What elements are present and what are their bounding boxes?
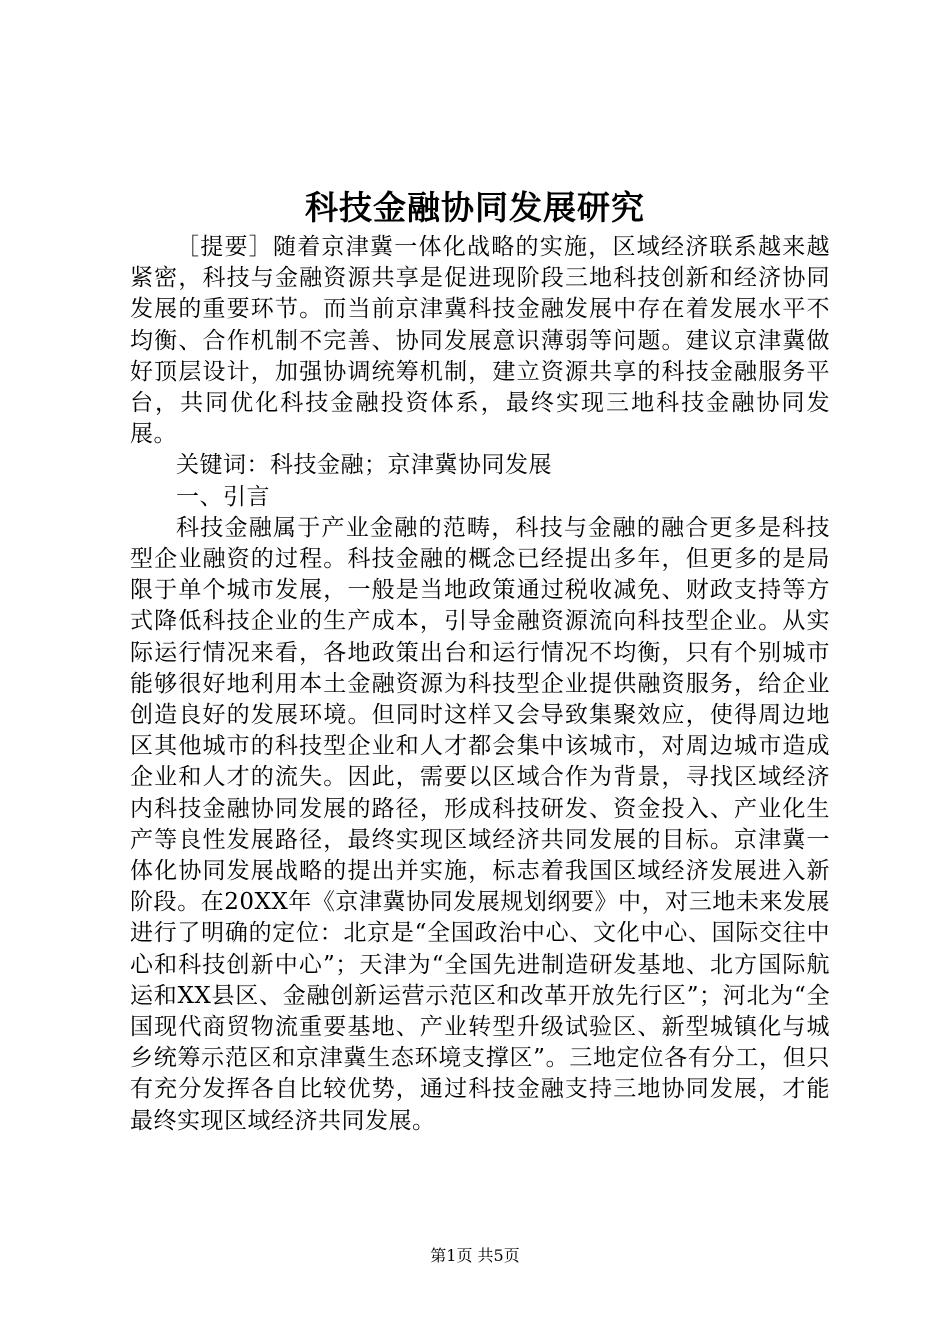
body-paragraph: 科技金融属于产业金融的范畴，科技与金融的融合更多是科技型企业融资的过程。科技金融的概念已经提出多年，但更多的是局限于单个城市发展，一般是当地政策通过税收减免、财政支持等方式降低科技企业的生产成本，引导金融资源流向科技型企业。从实际运行情况来看，各地政策出台和运行情况不均衡，只有个别城市能够很好地利用本土金融资源为科技型企业提供融资服务，给企业创造良好的发展环境。但同时这样又会导致集聚效应，使得周边地区其他城市的科技型企业和人才都会集中该城市，对周边城市造成企业和人才的流失。因此，需要以区域合作为背景，寻找区域经济内科技金融协同发展的路径，形成科技研发、资金投入、产业化生产等良性发展路径，最终实现区域经济共同发展的目标。京津冀一体化协同发展战略的提出并实施，标志着我国区域经济发展进入新阶段。在20XX年《京津冀协同发展规划纲要》中，对三地未来发展进行了明确的定位：北京是“全国政治中心、文化中心、国际交往中心和科技创新中心”；天津为“全国先进制造研发基地、北方国际航运和XX县区、金融创新运营示范区和改革开放先行区”；河北为“全国现代商贸物流重要基地、产业转型升级试验区、新型城镇化与城乡统筹示范区和京津冀生态环境支撑区”。三地定位各有分工，但只有充分发挥各自比较优势，通过科技金融支持三地协同发展，才能最终实现区域经济共同发展。 <box>130 514 830 1134</box>
page-number-footer: 第1页 共5页 <box>430 1246 520 1265</box>
document-title: 科技金融协同发展研究 <box>305 188 645 227</box>
keywords-paragraph: 关键词：科技金融；京津冀协同发展 <box>176 452 552 479</box>
abstract-paragraph: ［提要］随着京津冀一体化战略的实施，区域经济联系越来越紧密，科技与金融资源共享是促进现阶段三地科技创新和经济协同发展的重要环节。而当前京津冀科技金融发展中存在着发展水平不均衡、合作机制不完善、协同发展意识薄弱等问题。建议京津冀做好顶层设计，加强协调统筹机制，建立资源共享的科技金融服务平台，共同优化科技金融投资体系，最终实现三地科技金融协同发展。 <box>130 234 830 448</box>
section-heading: 一、引言 <box>176 483 270 510</box>
document-body <box>130 232 830 1137</box>
